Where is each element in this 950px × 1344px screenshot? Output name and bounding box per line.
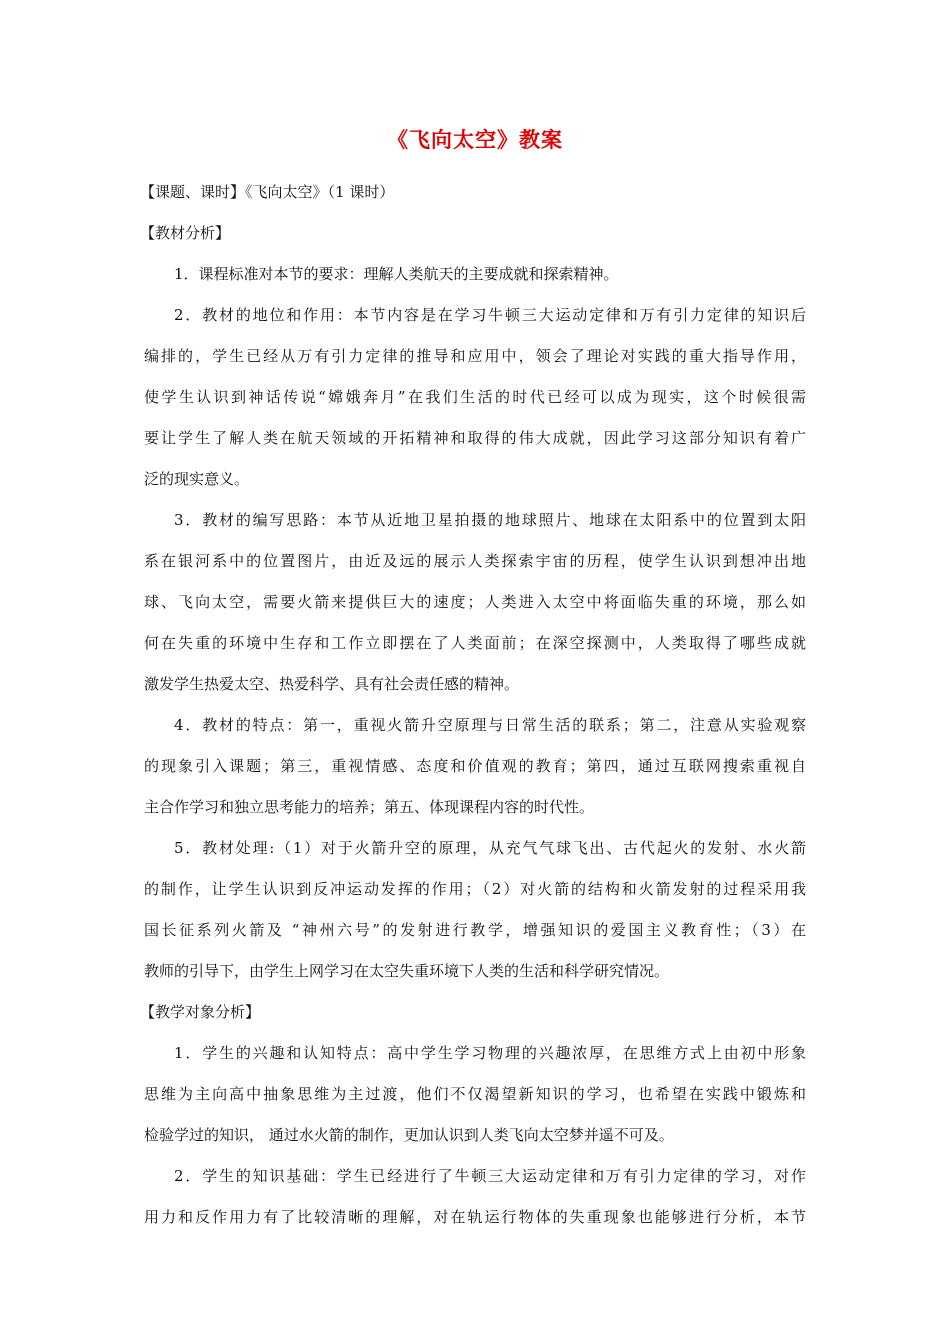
paragraph-line: 1．课程标准对本节的要求：理解人类航天的主要成就和探索精神。 (174, 265, 619, 283)
paragraph-line: 的现象引入课题；第三，重视情感、态度和价值观的教育；第四，通过互联网搜索重视自 (144, 757, 806, 775)
paragraph-line: 检验学过的知识， 通过水火箭的制作，更加认识到人类飞向太空梦并遥不可及。 (144, 1126, 674, 1144)
paragraph-line: 激发学生热爱太空、热爱科学、具有社会责任感的精神。 (144, 675, 520, 693)
paragraph-line: 3．教材的编写思路：本节从近地卫星拍摄的地球照片、地球在太阳系中的位置到太阳 (174, 511, 806, 529)
paragraph-line: 要让学生了解人类在航天领域的开拓精神和取得的伟大成就，因此学习这部分知识有着广 (144, 429, 806, 447)
paragraph-line: 思维为主向高中抽象思维为主过渡，他们不仅渴望新知识的学习，也希望在实践中锻炼和 (144, 1085, 806, 1103)
paragraph-line: 系在银河系中的位置图片，由近及远的展示人类探索宇宙的历程，使学生认识到想冲出地 (144, 552, 806, 570)
paragraph-line: 使学生认识到神话传说“嫦娥奔月”在我们生活的时代已经可以成为现实，这个时候很需 (144, 388, 806, 406)
paragraph-line: 编排的，学生已经从万有引力定律的推导和应用中，领会了理论对实践的重大指导作用， (144, 347, 806, 365)
paragraph-line: 2．教材的地位和作用：本节内容是在学习牛顿三大运动定律和万有引力定律的知识后 (174, 306, 806, 324)
paragraph-line: 4．教材的特点：第一，重视火箭升空原理与日常生活的联系；第二，注意从实验观察 (174, 716, 806, 734)
paragraph-line: 5．教材处理:（1）对于火箭升空的原理，从充气气球飞出、古代起火的发射、水火箭 (174, 839, 806, 857)
paragraph-line: 何在失重的环境中生存和工作立即摆在了人类面前；在深空探测中，人类取得了哪些成就 (144, 634, 806, 652)
paragraph-line: 的制作，让学生认识到反冲运动发挥的作用；（2）对火箭的结构和火箭发射的过程采用我 (144, 880, 806, 898)
paragraph-line: 2．学生的知识基础：学生已经进行了牛顿三大运动定律和万有引力定律的学习，对作 (174, 1167, 806, 1185)
section-heading: 【教学对象分析】 (140, 1003, 261, 1021)
paragraph-line: 用力和反作用力有了比较清晰的理解，对在轨运行物体的失重现象也能够进行分析，本节 (144, 1208, 806, 1226)
document-body (140, 172, 806, 1238)
document-title: 《飞向太空》教案 (387, 127, 563, 152)
paragraph-line: 球、飞向太空，需要火箭来提供巨大的速度；人类进入太空中将面临失重的环境，那么如 (144, 593, 806, 611)
paragraph-line: 主合作学习和独立思考能力的培养；第五、体现课程内容的时代性。 (144, 798, 595, 816)
paragraph-line: 教师的引导下，由学生上网学习在太空失重环境下人类的生活和科学研究情况。 (144, 962, 670, 980)
paragraph-line: 泛的现实意义。 (144, 470, 250, 488)
paragraph-line: 国长征系列火箭及 “神州六号”的发射进行教学，增强知识的爱国主义教育性；（3）在 (144, 921, 806, 939)
paragraph-line: 1．学生的兴趣和认知特点：高中学生学习物理的兴趣浓厚，在思维方式上由初中形象 (174, 1044, 806, 1062)
section-heading: 【教材分析】 (140, 224, 231, 242)
section-heading: 【课题、课时】《飞向太空》（1 课时） (140, 183, 395, 201)
